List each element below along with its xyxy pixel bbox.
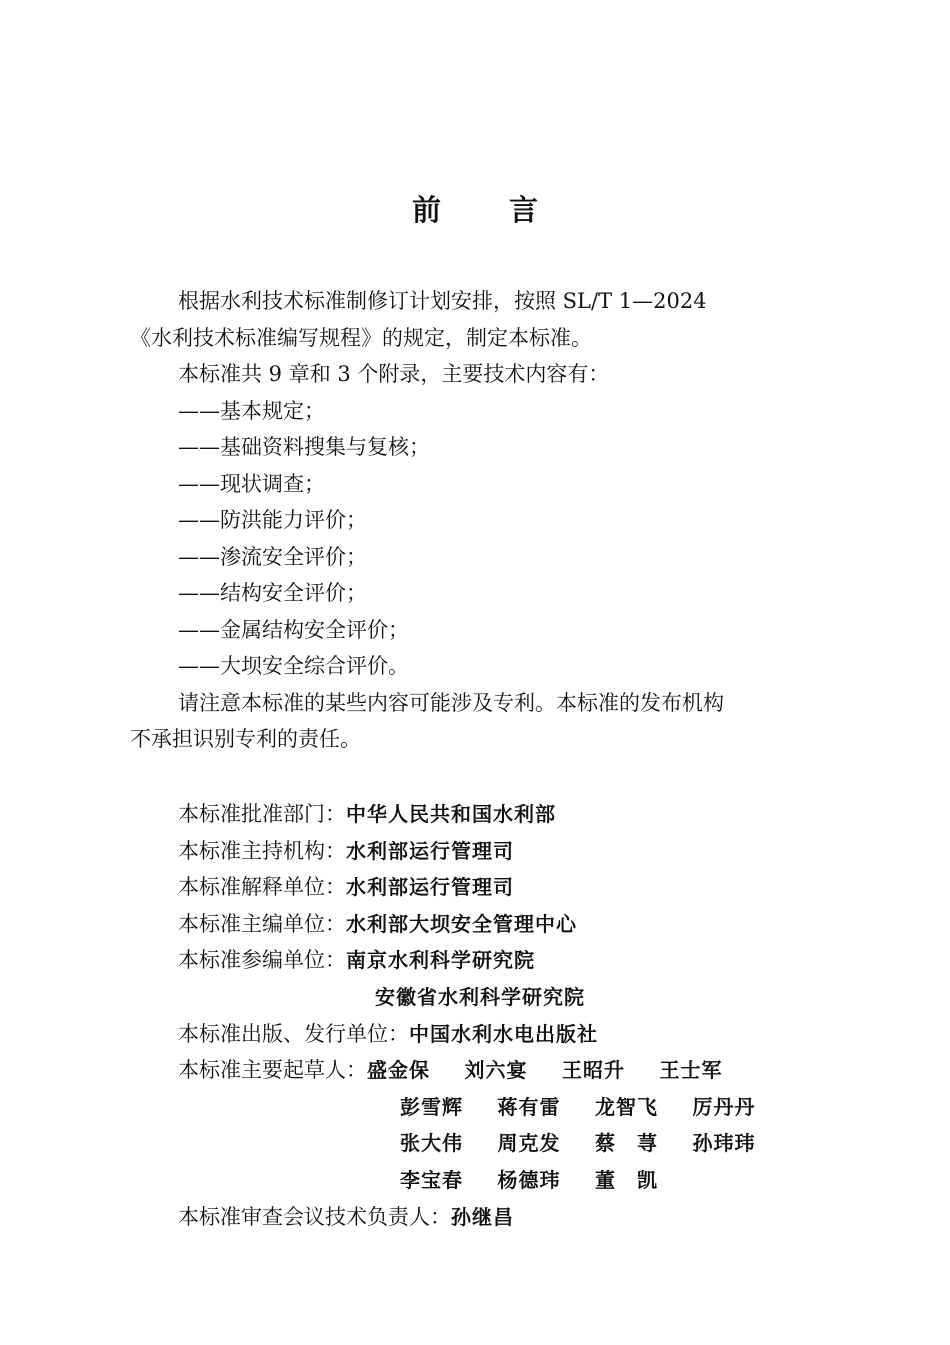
drafter-name: 盛金保 bbox=[367, 1058, 430, 1083]
participant-value-1: 南京水利科学研究院 bbox=[346, 948, 535, 973]
drafter-name: 蒋有雷 bbox=[497, 1094, 561, 1119]
drafter-name: 董 凯 bbox=[595, 1167, 658, 1192]
drafter-name: 杨德玮 bbox=[497, 1167, 561, 1192]
chief-editor-row bbox=[178, 906, 878, 943]
content-list bbox=[130, 393, 820, 685]
drafters-line-2 bbox=[178, 1089, 878, 1126]
page-title: 前言 bbox=[411, 193, 606, 227]
drafter-name: 张大伟 bbox=[400, 1131, 463, 1156]
participant-value-2: 安徽省水利科学研究院 bbox=[375, 984, 585, 1009]
drafter-name: 厉丹丹 bbox=[692, 1094, 756, 1119]
drafter-name: 孙玮玮 bbox=[692, 1131, 756, 1156]
publisher-label: 本标准出版、发行单位： bbox=[178, 1021, 409, 1046]
drafters-line-4 bbox=[178, 1162, 878, 1199]
list-item: ——结构安全评价； bbox=[178, 581, 367, 605]
drafter-name: 周克发 bbox=[497, 1131, 561, 1156]
drafter-name: 王昭升 bbox=[562, 1058, 625, 1083]
paragraph-3-line-1: 请注意本标准的某些内容可能涉及专利。本标准的发布机构 bbox=[178, 690, 724, 715]
chief-editor-value: 水利部大坝安全管理中心 bbox=[346, 911, 577, 936]
participant-row-continued bbox=[178, 979, 878, 1016]
list-item: ——基本规定； bbox=[178, 398, 325, 423]
drafter-name: 刘六宴 bbox=[464, 1058, 528, 1083]
reviewer-value: 孙继昌 bbox=[451, 1204, 514, 1229]
drafters-line-3 bbox=[178, 1125, 878, 1162]
drafter-name: 彭雪辉 bbox=[400, 1094, 463, 1119]
participant-row bbox=[178, 942, 878, 979]
reviewer-label: 本标准审查会议技术负责人： bbox=[178, 1204, 451, 1229]
interpret-row bbox=[178, 869, 878, 906]
publisher-row bbox=[178, 1016, 878, 1053]
list-item: ——大坝安全综合评价。 bbox=[178, 654, 409, 678]
drafter-name: 龙智飞 bbox=[595, 1094, 658, 1119]
paragraph-2: 本标准共 9 章和 3 个附录，主要技术内容有： bbox=[178, 362, 610, 386]
paragraph-3-line-2: 不承担识别专利的责任。 bbox=[130, 727, 361, 751]
paragraph-1-line-2: 《水利技术标准编写规程》的规定，制定本标准。 bbox=[130, 325, 592, 350]
list-item: ——现状调查； bbox=[178, 471, 325, 496]
chief-editor-label: 本标准主编单位： bbox=[178, 911, 346, 936]
foreword-body bbox=[130, 283, 820, 758]
list-item: ——金属结构安全评价； bbox=[178, 617, 409, 642]
drafter-name: 王士军 bbox=[659, 1058, 723, 1083]
interpret-label: 本标准解释单位： bbox=[178, 875, 346, 900]
list-item: ——渗流安全评价； bbox=[178, 544, 367, 569]
drafters-label: 本标准主要起草人： bbox=[178, 1058, 367, 1083]
publisher-value: 中国水利水电出版社 bbox=[409, 1021, 598, 1046]
host-value: 水利部运行管理司 bbox=[346, 838, 514, 863]
list-item: ——防洪能力评价； bbox=[178, 508, 367, 532]
host-row bbox=[178, 833, 878, 870]
participant-label: 本标准参编单位： bbox=[178, 948, 346, 973]
drafters-row bbox=[178, 1052, 878, 1089]
host-label: 本标准主持机构： bbox=[178, 838, 346, 863]
drafter-name: 李宝春 bbox=[400, 1167, 463, 1192]
drafter-name: 蔡 荨 bbox=[595, 1131, 658, 1156]
approval-label: 本标准批准部门： bbox=[178, 802, 346, 826]
interpret-value: 水利部运行管理司 bbox=[346, 875, 514, 900]
standard-info-block bbox=[178, 796, 878, 1235]
approval-row bbox=[178, 796, 878, 833]
approval-value: 中华人民共和国水利部 bbox=[346, 802, 556, 826]
list-item: ——基础资料搜集与复核； bbox=[178, 435, 430, 459]
paragraph-1-line-1: 根据水利技术标准制修订计划安排，按照 SL/T 1—2024 bbox=[178, 289, 707, 313]
reviewer-row bbox=[178, 1199, 878, 1236]
drafters-line-1 bbox=[367, 1052, 757, 1089]
